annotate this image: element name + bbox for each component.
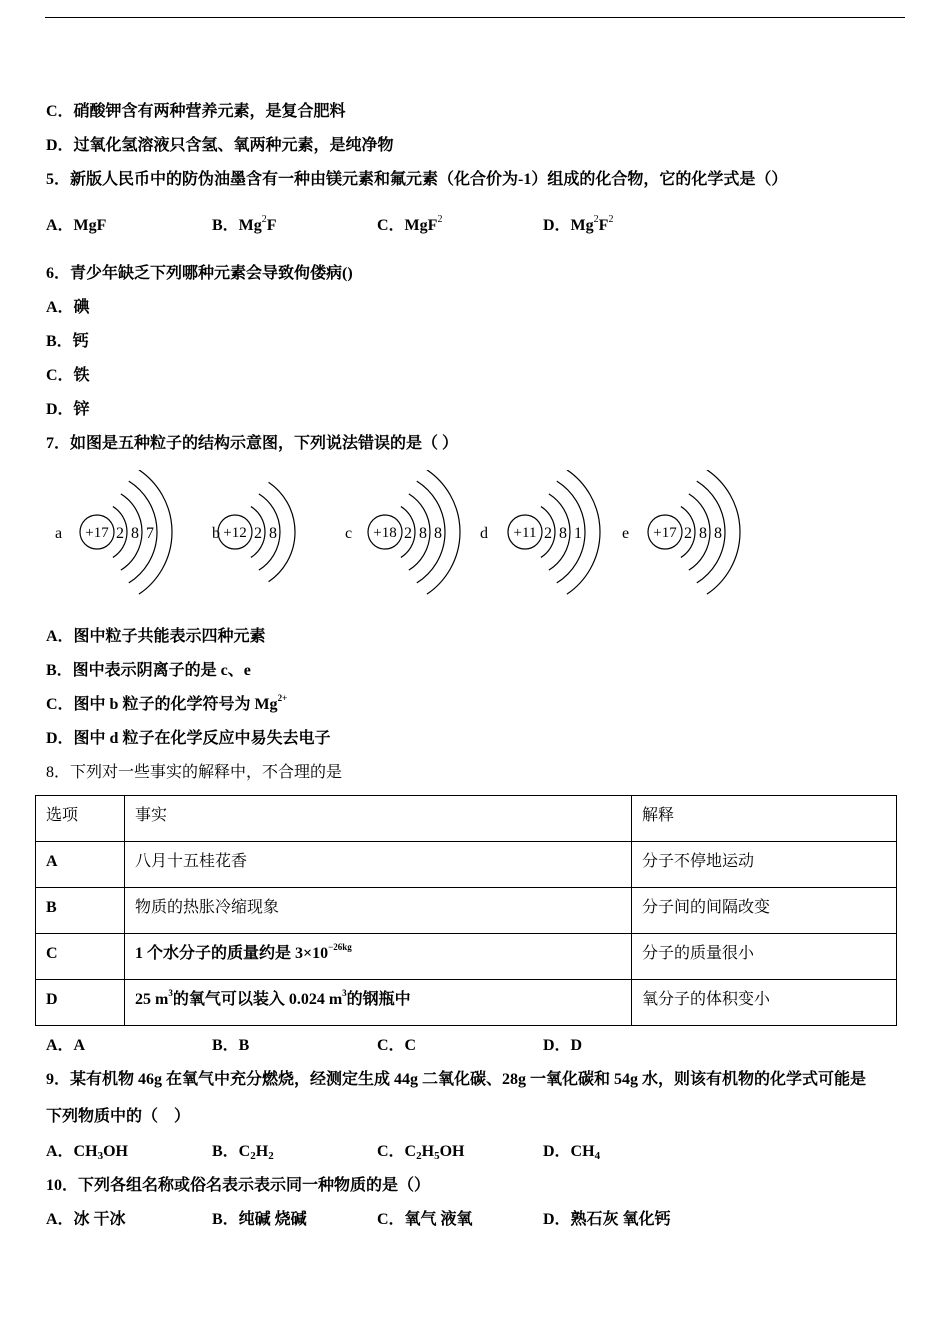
q4-option-d: D．过氧化氢溶液只含氢、氧两种元素，是纯净物 [46, 137, 394, 154]
q8-option-d: D．D [543, 1037, 583, 1054]
table-row [36, 980, 897, 1026]
particle-label: a [55, 525, 63, 542]
row-explain: 分子的质量很小 [632, 934, 897, 980]
shell-electron-count: 8 [699, 525, 707, 542]
table-header-row [36, 796, 897, 842]
nucleus-charge: +11 [513, 525, 537, 541]
electron-shell-arc [707, 470, 740, 594]
q8-option-c: C．C [377, 1037, 417, 1054]
q8-option-a: A．A [46, 1037, 86, 1054]
q6-option-d: D．锌 [46, 401, 90, 418]
nucleus-charge: +18 [373, 525, 397, 541]
header-option: 选项 [36, 796, 125, 842]
row-fact: 物质的热胀冷缩现象 [125, 888, 632, 934]
table-row [36, 934, 897, 980]
q10-option-d: D．熟石灰 氧化钙 [543, 1211, 671, 1228]
q8-option-b: B．B [212, 1037, 250, 1054]
row-fact: 1 个水分子的质量约是 $3\times 10^{-26kg}$ [125, 934, 632, 980]
q6-option-b: B．钙 [46, 333, 89, 350]
q10-stem: 10．下列各组名称或俗名表示表示同一种物质的是（） [46, 1177, 431, 1194]
row-option: C [36, 934, 125, 980]
row-fact: 25 $m^3$的氧气可以装入 0.024 $m^3$的钢瓶中 [125, 980, 632, 1026]
shell-electron-count: 8 [559, 525, 567, 542]
q5-option-d: D．$Mg^2F^2$ [543, 214, 614, 234]
q7-stem: 7．如图是五种粒子的结构示意图，下列说法错误的是（ ） [46, 435, 459, 452]
facts-table [35, 795, 897, 1026]
nucleus-charge: +12 [223, 525, 247, 541]
row-option: D [36, 980, 125, 1026]
q5-option-b: B．Mg$^2$F [212, 214, 277, 234]
table-row [36, 842, 897, 888]
shell-electron-count: 8 [269, 525, 277, 542]
shell-electron-count: 2 [404, 525, 412, 542]
header-explain: 解释 [632, 796, 897, 842]
nucleus-charge: +17 [85, 525, 109, 541]
shell-electron-count: 2 [544, 525, 552, 542]
q9-option-a: A．$CH_3OH$ [46, 1143, 128, 1162]
nucleus-charge: +17 [653, 525, 677, 541]
q9-stem-line2: 下列物质中的（ ） [46, 1108, 191, 1125]
q9-stem-line1: 9．某有机物 46g 在氧气中充分燃烧，经测定生成 44g 二氧化碳、28g 一氧化碳和 54g 水，则该有机物的化学式可能是 [46, 1071, 867, 1088]
q7-option-c: C．图中 b 粒子的化学符号为 $Mg^{2+}$ [46, 693, 288, 713]
electron-shell-arc [139, 470, 172, 594]
particle-label: b [212, 525, 220, 542]
header-fact: 事实 [125, 796, 632, 842]
q4-option-c: C．硝酸钾含有两种营养元素，是复合肥料 [46, 103, 346, 120]
electron-shell-arc [427, 470, 460, 594]
q6-option-a: A．碘 [46, 299, 90, 316]
q10-option-b: B．纯碱 烧碱 [212, 1211, 307, 1228]
particle-label: c [345, 525, 353, 542]
row-fact: 八月十五桂花香 [125, 842, 632, 888]
q10-option-c: C．氧气 液氧 [377, 1211, 473, 1228]
q10-option-a: A．冰 干冰 [46, 1211, 126, 1228]
shell-electron-count: 2 [116, 525, 124, 542]
q5-option-a: A．MgF [46, 217, 107, 234]
particle-label: e [622, 525, 630, 542]
row-explain: 分子不停地运动 [632, 842, 897, 888]
q7-option-a: A．图中粒子共能表示四种元素 [46, 628, 266, 645]
q6-stem: 6．青少年缺乏下列哪种元素会导致佝偻病() [46, 265, 353, 282]
row-explain: 氧分子的体积变小 [632, 980, 897, 1026]
q7-option-d: D．图中 d 粒子在化学反应中易失去电子 [46, 730, 331, 747]
shell-electron-count: 2 [254, 525, 262, 542]
shell-electron-count: 2 [684, 525, 692, 542]
q5-stem: 5．新版人民币中的防伪油墨含有一种由镁元素和氟元素（化合价为-1）组成的化合物，它的化学式是（） [46, 171, 788, 188]
q9-option-c: C．$C_2H_5OH$ [377, 1143, 465, 1162]
q9-option-d: D．$CH_4$ [543, 1143, 601, 1162]
electron-shell-arc [567, 470, 600, 594]
shell-electron-count: 1 [574, 525, 582, 542]
q6-option-c: C．铁 [46, 367, 90, 384]
q9-option-b: B．$C_2H_2$ [212, 1143, 274, 1162]
row-option: A [36, 842, 125, 888]
q7-option-b: B．图中表示阴离子的是 c、e [46, 662, 251, 679]
atomic-structure-diagram [40, 470, 760, 595]
shell-electron-count: 8 [419, 525, 427, 542]
q8-stem: 8．下列对一些事实的解释中，不合理的是 [46, 764, 343, 781]
row-option: B [36, 888, 125, 934]
q5-option-c: C．MgF$^2$ [377, 214, 443, 234]
shell-electron-count: 8 [714, 525, 722, 542]
row-explain: 分子间的间隔改变 [632, 888, 897, 934]
shell-electron-count: 7 [146, 525, 154, 542]
shell-electron-count: 8 [434, 525, 442, 542]
particle-label: d [480, 525, 488, 542]
shell-electron-count: 8 [131, 525, 139, 542]
page-top-rule [45, 17, 905, 18]
table-row [36, 888, 897, 934]
